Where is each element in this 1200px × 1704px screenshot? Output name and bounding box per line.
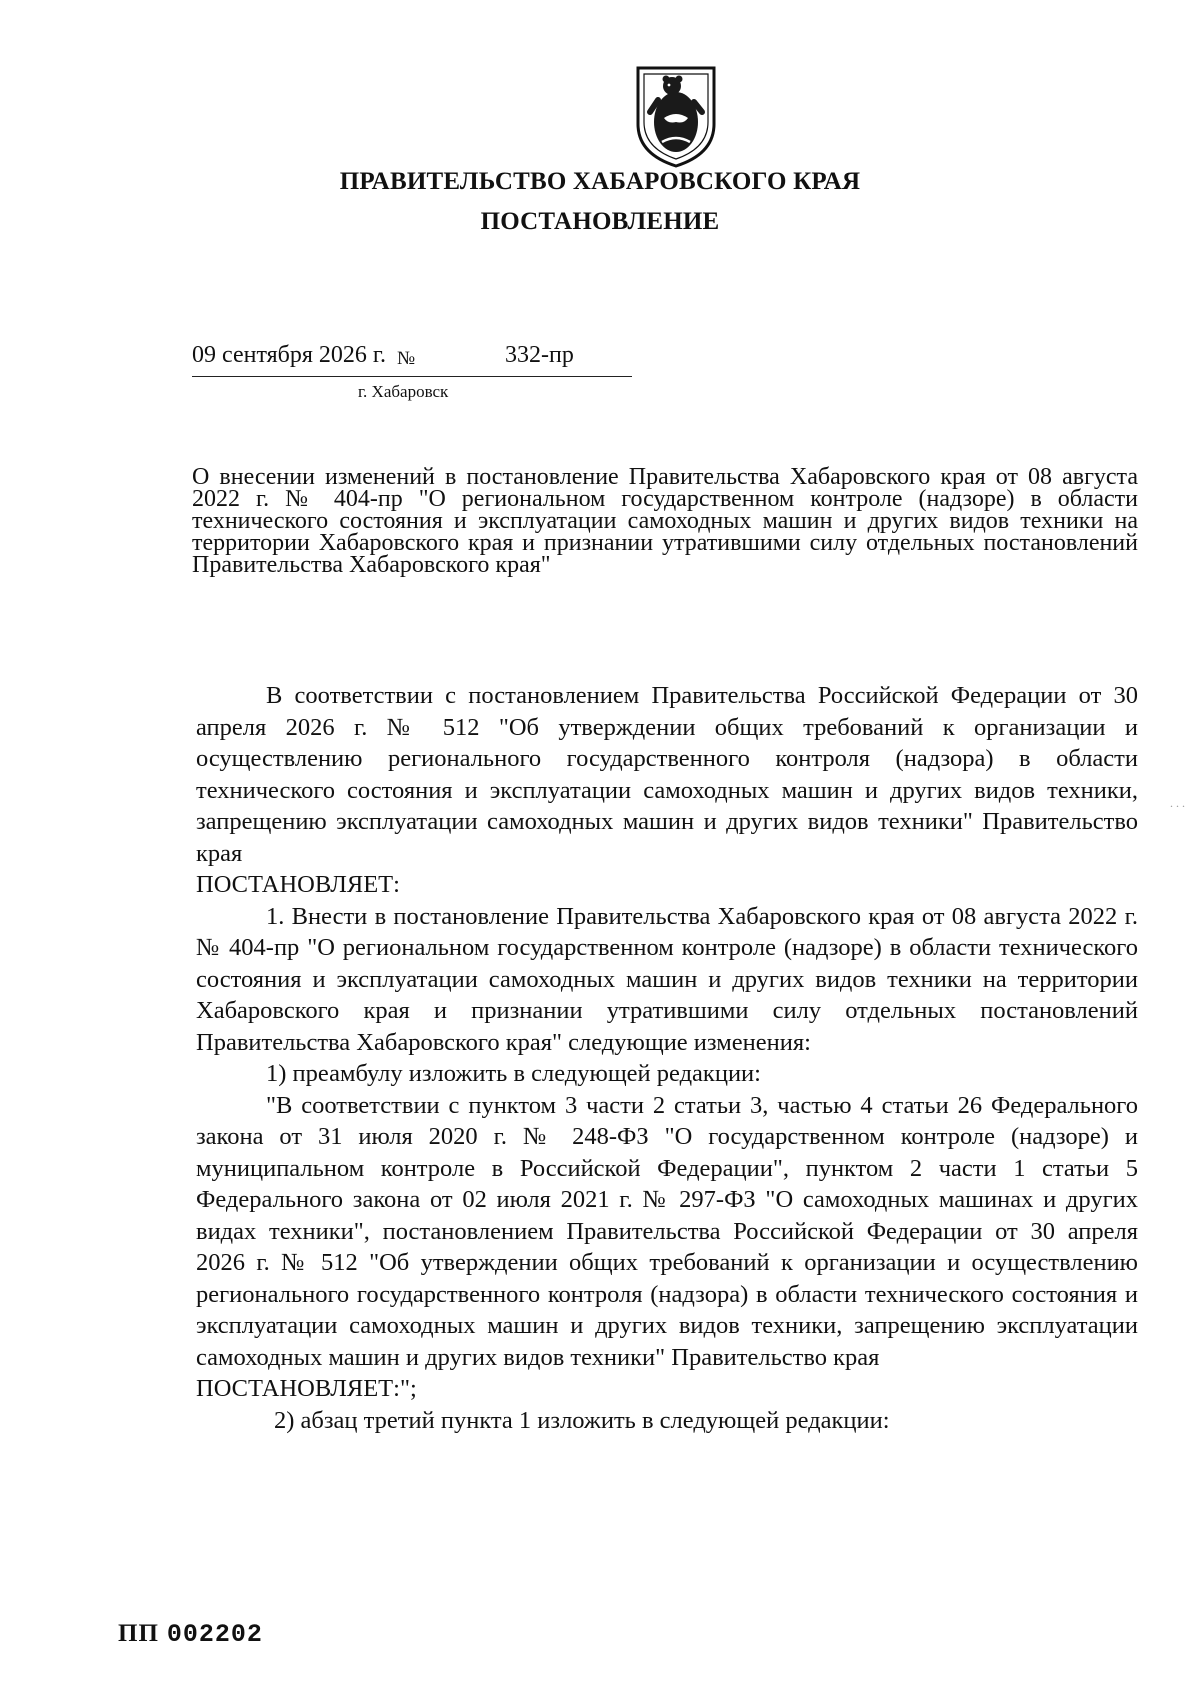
margin-marks: . . . xyxy=(1170,796,1185,810)
subitem-2-paragraph: 2) абзац третий пункта 1 изложить в следующей редакции: xyxy=(274,1406,890,1434)
bear-shield-icon xyxy=(632,62,720,170)
registration-block xyxy=(192,342,632,401)
preamble-paragraph: В соответствии с постановлением Правительства Российской Федерации от 30 апреля 2026 г. № 512 "Об утверждении общих требований к организации и осуществлению регионального государственного контроля (надзора) в области технического состояния и эксплуатации самоходных машин и других видов техники, запрещению эксплуатации самоходных машин и других видов техники" Правительство края xyxy=(196,682,1138,867)
document-date: 09 сентября 2026 г. xyxy=(192,342,387,368)
quoted-resolves-line: ПОСТАНОВЛЯЕТ:"; xyxy=(196,1375,417,1402)
government-title: ПРАВИТЕЛЬСТВО ХАБАРОВСКОГО КРАЯ xyxy=(339,168,861,195)
issue-city: г. Хабаровск xyxy=(358,382,449,401)
document-number: 332-пр xyxy=(505,342,574,368)
resolves-heading: ПОСТАНОВЛЯЕТ: xyxy=(196,871,400,898)
form-serial-number xyxy=(118,1620,263,1649)
number-sign: № xyxy=(397,348,416,369)
form-number: 002202 xyxy=(166,1620,263,1649)
form-prefix: ПП xyxy=(118,1620,159,1647)
quoted-preamble-paragraph: "В соответствии с пунктом 3 части 2 статьи 3, частью 4 статьи 26 Федерального закона от 31 июля 2020 г. № 248-ФЗ "О государственном контроле (надзоре) и муниципальном контроле в Российской Федерации", пунктом 2 части 1 статьи 5 Федерального закона от 02 июля 2021 г. № 297-ФЗ "О самоходных машинах и других видах техники", постановлением Правительства Российской Федерации от 30 апреля 2026 г. № 512 "Об утверждении общих требований к организации и осуществлению регионального государственного контроля (надзора) в области технического состояния и эксплуатации самоходных машин и других видов техники, запрещению эксплуатации самоходных машин и других видов техники" Правительство края xyxy=(196,1091,1138,1371)
document-body xyxy=(196,680,1138,1436)
coat-of-arms-emblem xyxy=(632,62,720,170)
item-1-paragraph: 1. Внести в постановление Правительства Хабаровского края от 08 августа 2022 г. № 404-пр "О региональном государственном контроле (надзоре) в области технического состояния и эксплуатации самоходных машин и других видов техники на территории Хабаровского края и признании утратившими силу отдельных постановлений Правительства Хабаровского края" следующие изменения: xyxy=(196,902,1138,1056)
document-subject: О внесении изменений в постановление Правительства Хабаровского края от 08 августа 2022 г. № 404-пр "О региональном государственном контроле (надзоре) в области технического состояния и эксплуатации самоходных машин и других видов техники на территории Хабаровского края и признании утратившими силу отдельных постановлений Правительства Хабаровского края" xyxy=(192,464,1138,578)
document-type-title: ПОСТАНОВЛЕНИЕ xyxy=(480,208,720,235)
subitem-1-paragraph: 1) преамбулу изложить в следующей редакции: xyxy=(266,1060,761,1087)
date-number-line xyxy=(192,342,632,377)
